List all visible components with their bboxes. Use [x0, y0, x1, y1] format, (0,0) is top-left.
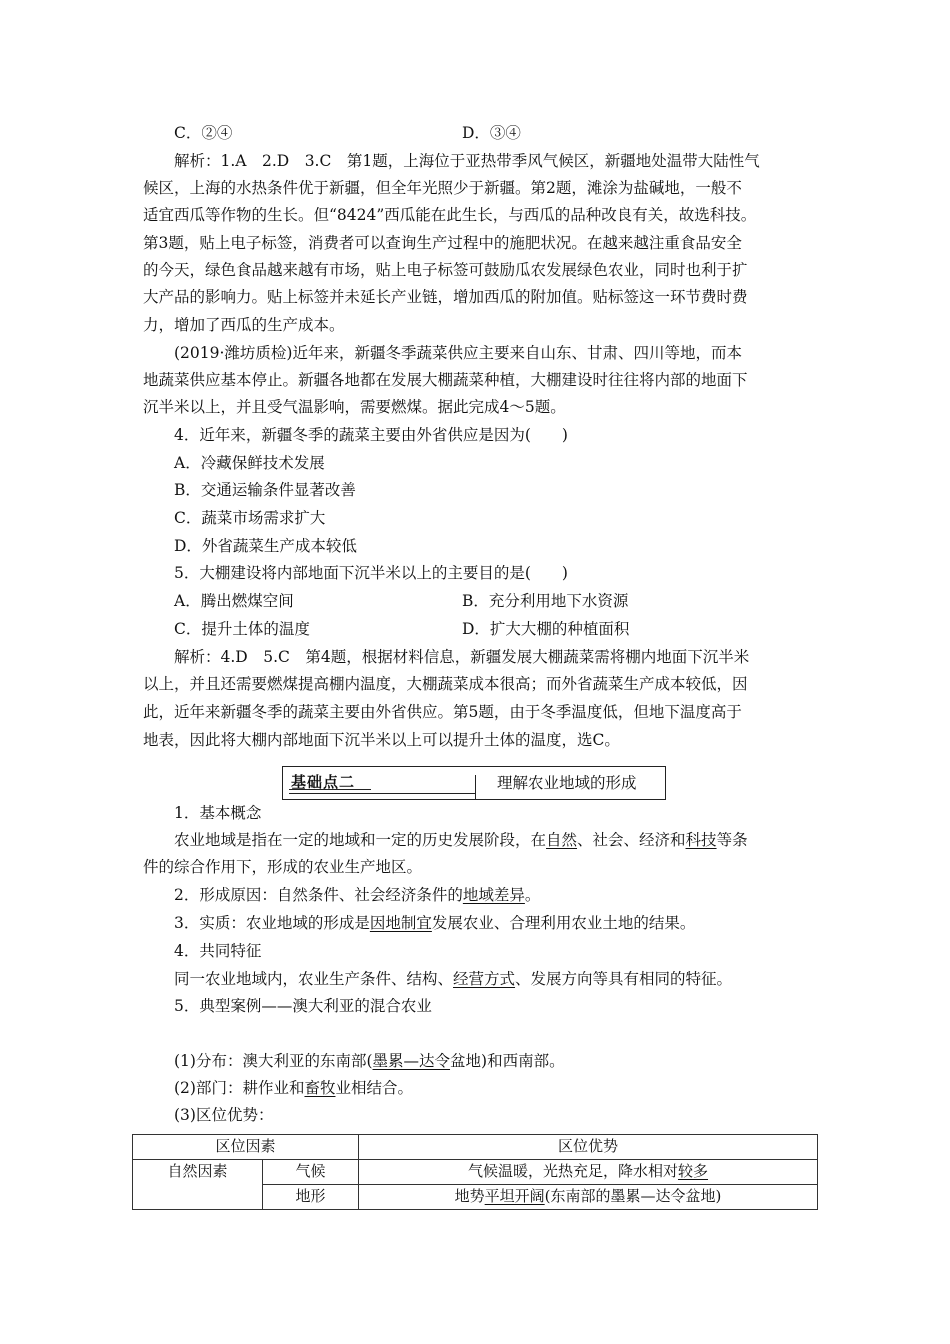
table-factor-cell: 气候: [263, 1160, 359, 1185]
text-span: 3．实质：农业地域的形成是: [174, 914, 370, 932]
analysis1-line: 适宜西瓜等作物的生长。但“8424”西瓜能在此生长，与西瓜的品种改良有关，故选科技。: [143, 206, 757, 224]
text-span: 。: [524, 886, 541, 904]
table-group-cell: 自然因素: [133, 1160, 263, 1210]
q5-option-b: B．充分利用地下水资源: [462, 592, 629, 610]
table-row: [133, 1160, 818, 1185]
table-header-factor: 区位因素: [133, 1135, 359, 1160]
location-advantage-table: [132, 1134, 818, 1210]
blank-answer: 较多: [678, 1162, 709, 1180]
text-span: 地势: [454, 1187, 485, 1205]
material-line: (2019·潍坊质检)近年来，新疆冬季蔬菜供应主要来自山东、甘肃、四川等地，而本: [174, 344, 742, 362]
table-advantage-cell: [359, 1160, 818, 1185]
q4-option-c: C．蔬菜市场需求扩大: [174, 509, 326, 527]
blank-answer: 科技: [685, 831, 717, 849]
point3-text: [174, 912, 695, 934]
case-advantages-heading: (3)区位优势：: [174, 1106, 274, 1124]
analysis1-line: 解析：1.A 2.D 3.C 第1题，上海位于亚热带季风气候区，新疆地处温带大陆性气: [174, 152, 760, 170]
text-span: 、社会、经济和: [577, 831, 686, 849]
q3-option-d: D．③④: [462, 124, 521, 142]
analysis1-line: 第3题，贴上电子标签，消费者可以查询生产过程中的施肥状况。在越来越注重食品安全: [143, 234, 742, 252]
q5-option-a: A．腾出燃煤空间: [174, 592, 294, 610]
table-header-advantage: 区位优势: [359, 1135, 818, 1160]
section-heading-box: [282, 766, 666, 800]
material-line: 沉半米以上，并且受气温影响，需要燃煤。据此完成4～5题。: [143, 398, 566, 416]
text-span: 同一农业地域内，农业生产条件、结构、: [174, 970, 454, 988]
text-span: 2．形成原因：自然条件、社会经济条件的: [174, 886, 463, 904]
q5-option-d: D．扩大大棚的种植面积: [462, 620, 630, 638]
text-span: (东南部的墨累—达令盆地): [544, 1187, 722, 1205]
section-vertical-divider: [475, 775, 476, 799]
analysis1-line: 的今天，绿色食品越来越有市场，贴上电子标签可鼓励瓜农发展绿色农业，同时也利于扩: [143, 261, 748, 279]
analysis2-line: 此，近年来新疆冬季的蔬菜主要由外省供应。第5题，由于冬季温度低，但地下温度高于: [143, 703, 742, 721]
point5-heading: 5．典型案例——澳大利亚的混合农业: [174, 997, 432, 1015]
analysis2-line: 地表，因此将大棚内部地面下沉半米以上可以提升土体的温度，选C。: [143, 731, 620, 749]
text-span: 等条: [716, 831, 748, 849]
analysis1-line: 力，增加了西瓜的生产成本。: [143, 316, 345, 334]
table-advantage-cell: [359, 1185, 818, 1210]
text-span: 业相结合。: [335, 1079, 413, 1097]
q4-stem: 4．近年来，新疆冬季的蔬菜主要由外省供应是因为( ): [174, 426, 568, 444]
text-span: 气候温暖，光热充足，降水相对: [467, 1162, 678, 1180]
blank-answer: 平坦开阔: [484, 1187, 545, 1205]
section-divider-line: [289, 793, 475, 794]
point4-heading: 4．共同特征: [174, 942, 262, 960]
point1-text-cont: 件的综合作用下，形成的农业生产地区。: [143, 858, 423, 876]
table-header-row: [133, 1135, 818, 1160]
material-line: 地蔬菜供应基本停止。新疆各地都在发展大棚蔬菜种植，大棚建设时往往将内部的地面下: [143, 371, 748, 389]
q4-option-a: A．冷藏保鲜技术发展: [174, 454, 325, 472]
table-factor-cell: 地形: [263, 1185, 359, 1210]
case-departments: [174, 1077, 413, 1099]
analysis1-line: 候区，上海的水热条件优于新疆，但全年光照少于新疆。第2题，滩涂为盐碱地，一般不: [143, 179, 742, 197]
blank-answer: 地域差异: [462, 886, 525, 904]
text-span: (2)部门：耕作业和: [174, 1079, 305, 1097]
text-span: 发展农业、合理利用农业土地的结果。: [431, 914, 696, 932]
blank-answer: 墨累—达令: [372, 1052, 451, 1070]
blank-answer: 经营方式: [453, 970, 516, 988]
text-span: (1)分布：澳大利亚的东南部(: [174, 1052, 373, 1070]
point2-text: [174, 884, 540, 906]
point4-text: [174, 968, 732, 990]
analysis2-line: 解析：4.D 5.C 第4题，根据材料信息，新疆发展大棚蔬菜需将棚内地面下沉半米: [174, 648, 750, 666]
point1-heading: 1．基本概念: [174, 804, 262, 822]
q4-option-d: D．外省蔬菜生产成本较低: [174, 537, 357, 555]
text-span: 农业地域是指在一定的地域和一定的历史发展阶段，在: [174, 831, 547, 849]
case-distribution: [174, 1050, 565, 1072]
blank-answer: 自然: [546, 831, 578, 849]
point1-text: [174, 829, 748, 851]
section-label: 基础点二: [291, 773, 356, 791]
blank-answer: 畜牧: [304, 1079, 336, 1097]
text-span: 盆地)和西南部。: [450, 1052, 565, 1070]
analysis2-line: 以上，并且还需要燃煤提高棚内温度，大棚蔬菜成本很高；而外省蔬菜生产成本较低，因: [143, 675, 748, 693]
q4-option-b: B．交通运输条件显著改善: [174, 481, 356, 499]
blank-answer: 因地制宜: [369, 914, 432, 932]
q5-option-c: C．提升土体的温度: [174, 620, 310, 638]
q3-option-c: C．②④: [174, 124, 233, 142]
text-span: 、发展方向等具有相同的特征。: [515, 970, 733, 988]
section-title: 理解农业地域的形成: [497, 774, 637, 792]
analysis1-line: 大产品的影响力。贴上标签并未延长产业链，增加西瓜的附加值。贴标签这一环节费时费: [143, 288, 748, 306]
q5-stem: 5．大棚建设将内部地面下沉半米以上的主要目的是( ): [174, 564, 568, 582]
section-label-underline: [289, 789, 371, 790]
